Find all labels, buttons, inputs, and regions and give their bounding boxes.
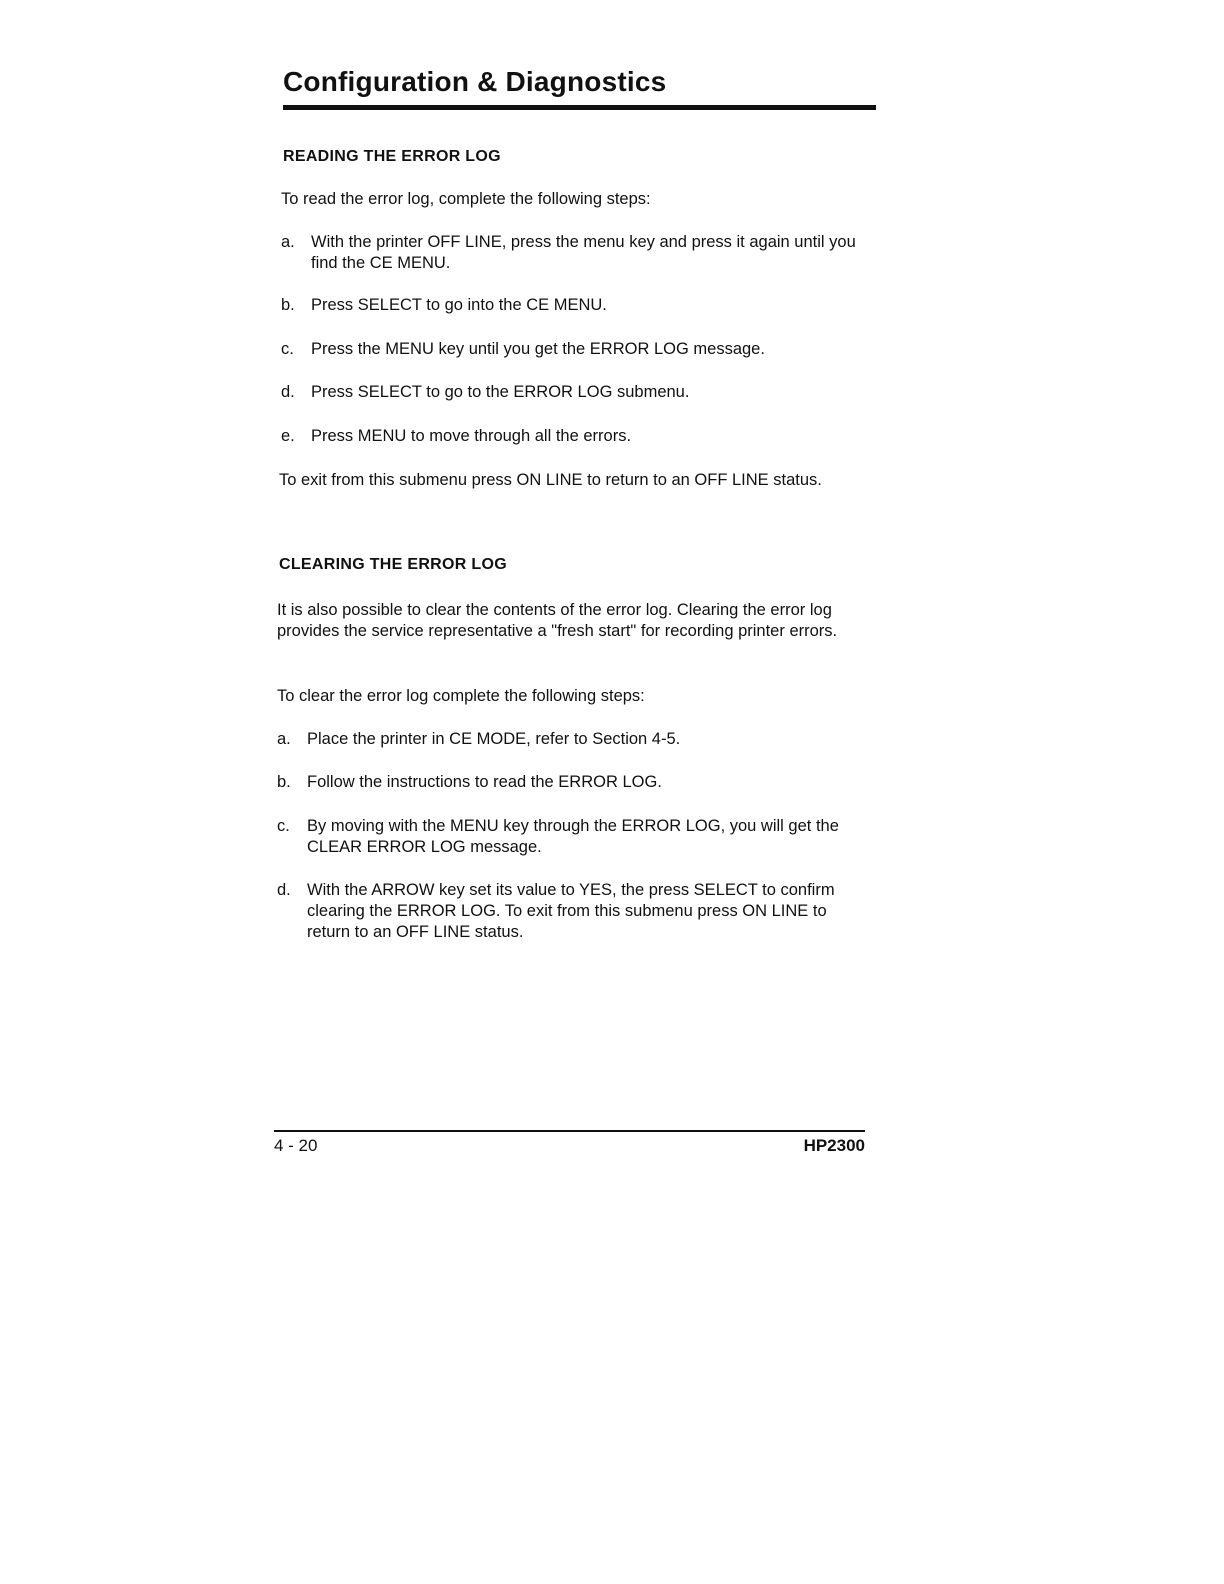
step-marker: b. (281, 296, 295, 314)
step-text: With the printer OFF LINE, press the menu key and press it again until you find the CE MENU. (311, 233, 856, 272)
step-marker: c. (281, 340, 294, 358)
step-text: Place the printer in CE MODE, refer to Section 4-5. (307, 730, 681, 748)
title-rule (283, 105, 876, 110)
step-text: Follow the instructions to read the ERROR LOG. (307, 773, 662, 791)
footer-rule (274, 1130, 865, 1132)
step-marker: d. (281, 383, 295, 401)
page-title: Configuration & Diagnostics (283, 66, 667, 97)
step-marker: e. (281, 427, 295, 445)
step-marker: a. (277, 730, 291, 748)
reading-exit-note: To exit from this submenu press ON LINE to return to an OFF LINE status. (279, 471, 822, 489)
clearing-intro: To clear the error log complete the following steps: (277, 687, 645, 705)
step-marker: b. (277, 773, 291, 791)
step-text: Press the MENU key until you get the ERROR LOG message. (311, 340, 765, 358)
clearing-description: It is also possible to clear the contents of the error log. Clearing the error log provides the service representative a "fresh start" for recording printer errors. (277, 601, 838, 640)
reading-intro: To read the error log, complete the following steps: (281, 190, 651, 208)
step-text: Press SELECT to go into the CE MENU. (311, 296, 607, 314)
step-text: Press MENU to move through all the errors. (311, 427, 632, 445)
step-marker: d. (277, 881, 291, 899)
step-text: With the ARROW key set its value to YES, the press SELECT to confirm clearing the ERROR LOG. To exit from this submenu press ON LINE to return to an OFF LINE status. (307, 881, 835, 941)
step-marker: c. (277, 817, 290, 835)
clearing-error-log-heading: CLEARING THE ERROR LOG (279, 556, 507, 573)
step-marker: a. (281, 233, 295, 251)
reading-error-log-heading: READING THE ERROR LOG (283, 148, 501, 165)
page-number: 4 - 20 (274, 1136, 318, 1155)
step-text: By moving with the MENU key through the ERROR LOG, you will get the CLEAR ERROR LOG message. (307, 817, 839, 856)
step-text: Press SELECT to go to the ERROR LOG submenu. (311, 383, 690, 401)
model-label: HP2300 (803, 1136, 865, 1155)
